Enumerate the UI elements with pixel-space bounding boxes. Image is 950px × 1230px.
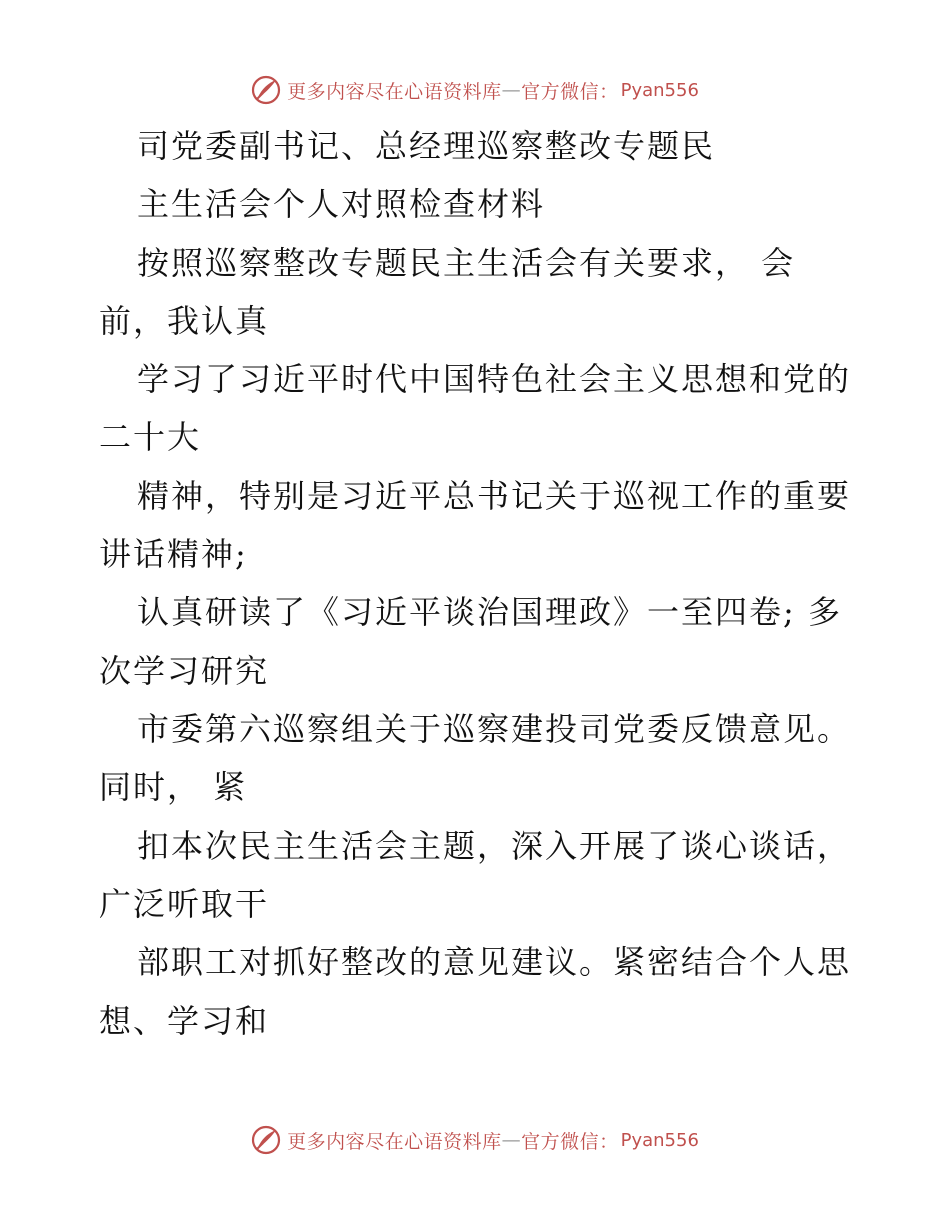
text-line: 学习了习近平时代中国特色社会主义思想和党的 [137, 360, 852, 398]
text-line: 司党委副书记、总经理巡察整改专题民 [137, 127, 716, 165]
text-line: 按照巡察整改专题民主生活会有关要求， 会 [137, 244, 796, 282]
header-watermark [0, 72, 950, 108]
text-line: 市委第六巡察组关于巡察建投司党委反馈意见。 [137, 710, 852, 748]
text-line: 精神，特别是习近平总书记关于巡视工作的重要 [137, 477, 852, 515]
watermark-main-text: 更多内容尽在心语资料库 [287, 1130, 502, 1153]
footer-watermark [0, 1122, 950, 1158]
quill-logo-icon [251, 75, 281, 105]
text-line: 扣本次民主生活会主题，深入开展了谈心谈话， [137, 827, 852, 865]
text-line: 次学习研究 [99, 652, 270, 690]
text-line: 前，我认真 [99, 302, 270, 340]
watermark-label: 官方微信： [521, 1130, 619, 1153]
text-line: 二十大 [99, 418, 202, 456]
text-line: 主生活会个人对照检查材料 [137, 185, 546, 223]
watermark-handle: Pyan556 [620, 1129, 699, 1151]
watermark-handle: Pyan556 [620, 79, 699, 101]
watermark-main-text: 更多内容尽在心语资料库 [287, 80, 502, 103]
quill-logo-icon [251, 1125, 281, 1155]
watermark-separator: — [501, 79, 522, 101]
text-line: 广泛听取干 [99, 885, 270, 923]
text-line: 想、学习和 [99, 1002, 270, 1040]
watermark-separator: — [501, 1129, 522, 1151]
watermark-label: 官方微信： [521, 80, 619, 103]
text-line: 认真研读了《习近平谈治国理政》一至四卷; 多 [137, 593, 842, 631]
text-line: 同时， 紧 [99, 768, 248, 806]
text-line: 部职工对抓好整改的意见建议。紧密结合个人思 [137, 943, 852, 981]
text-line: 讲话精神; [99, 535, 248, 573]
